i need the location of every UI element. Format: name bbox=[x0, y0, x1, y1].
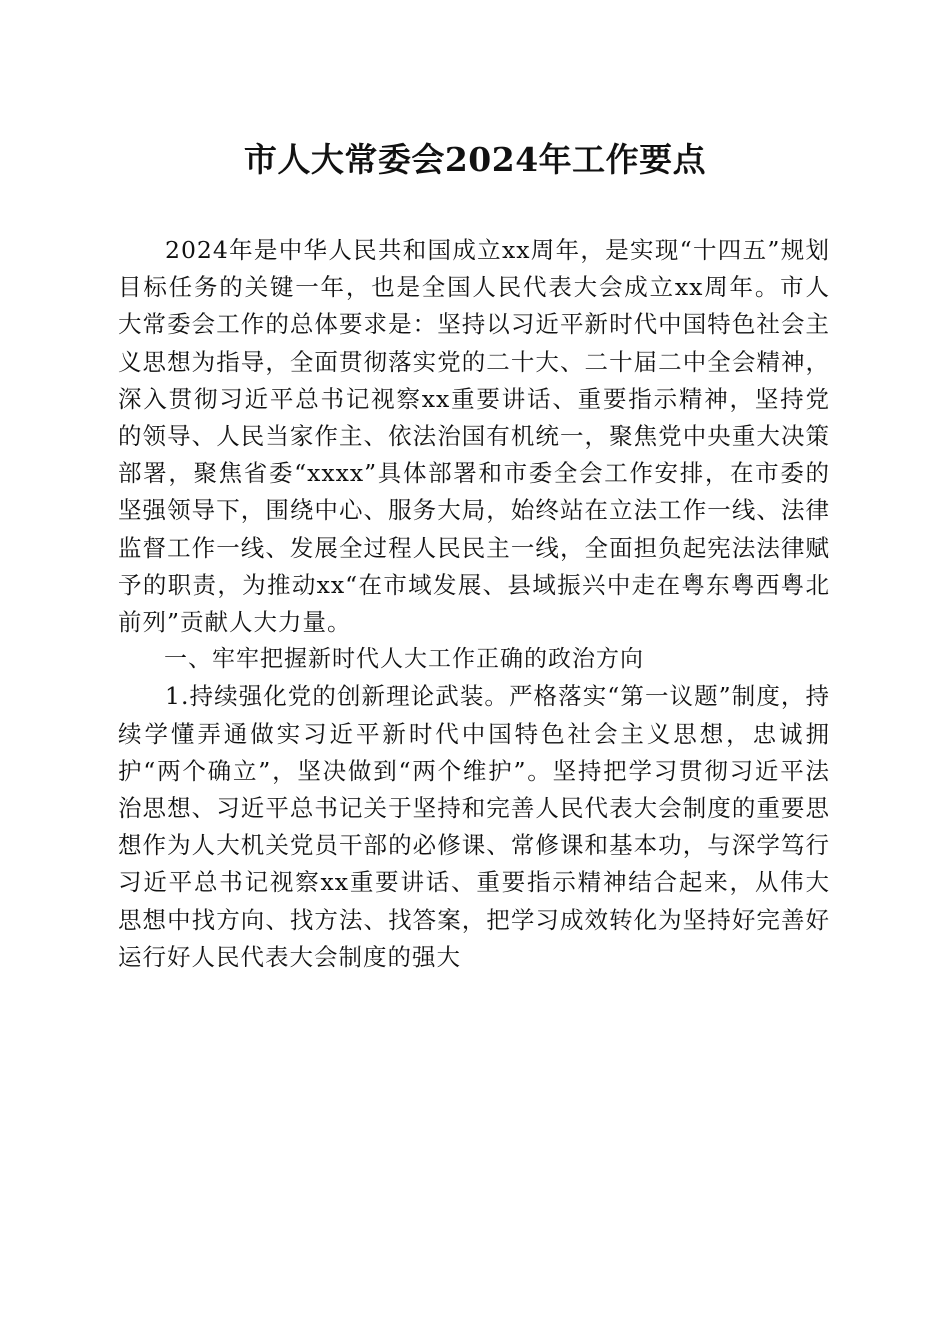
document-body bbox=[118, 232, 830, 976]
item-1-paragraph: 1.持续强化党的创新理论武装。严格落实“第一议题”制度，持续学懂弄通做实习近平新时代中国特色社会主义思想，忠诚拥护“两个确立”，坚决做到“两个维护”。坚持把学习贯彻习近平法治思想、习近平总书记关于坚持和完善人民代表大会制度的重要思想作为人大机关党员干部的必修课、常修课和基本功，与深学笃行习近平总书记视察xx重要讲话、重要指示精神结合起来，从伟大思想中找方向、找方法、找答案，把学习成效转化为坚持好完善好运行好人民代表大会制度的强大 bbox=[118, 682, 830, 971]
section-heading-1: 一、牢牢把握新时代人大工作正确的政治方向 bbox=[164, 646, 644, 673]
intro-paragraph: 2024年是中华人民共和国成立xx周年，是实现“十四五”规划目标任务的关键一年，也是全国人民代表大会成立xx周年。市人大常委会工作的总体要求是：坚持以习近平新时代中国特色社会主义思想为指导，全面贯彻落实党的二十大、二十届二中全会精神，深入贯彻习近平总书记视察xx重要讲话、重要指示精神，坚持党的领导、人民当家作主、依法治国有机统一，聚焦党中央重大决策部署，聚焦省委“xxxx”具体部署和市委全会工作安排，在市委的坚强领导下，围绕中心、服务大局，始终站在立法工作一线、法律监督工作一线、发展全过程人民民主一线，全面担负起宪法法律赋予的职责，为推动xx“在市域发展、县域振兴中走在粤东粤西粤北前列”贡献人大力量。 bbox=[118, 236, 830, 637]
document-title: 市人大常委会2024年工作要点 bbox=[243, 140, 707, 179]
